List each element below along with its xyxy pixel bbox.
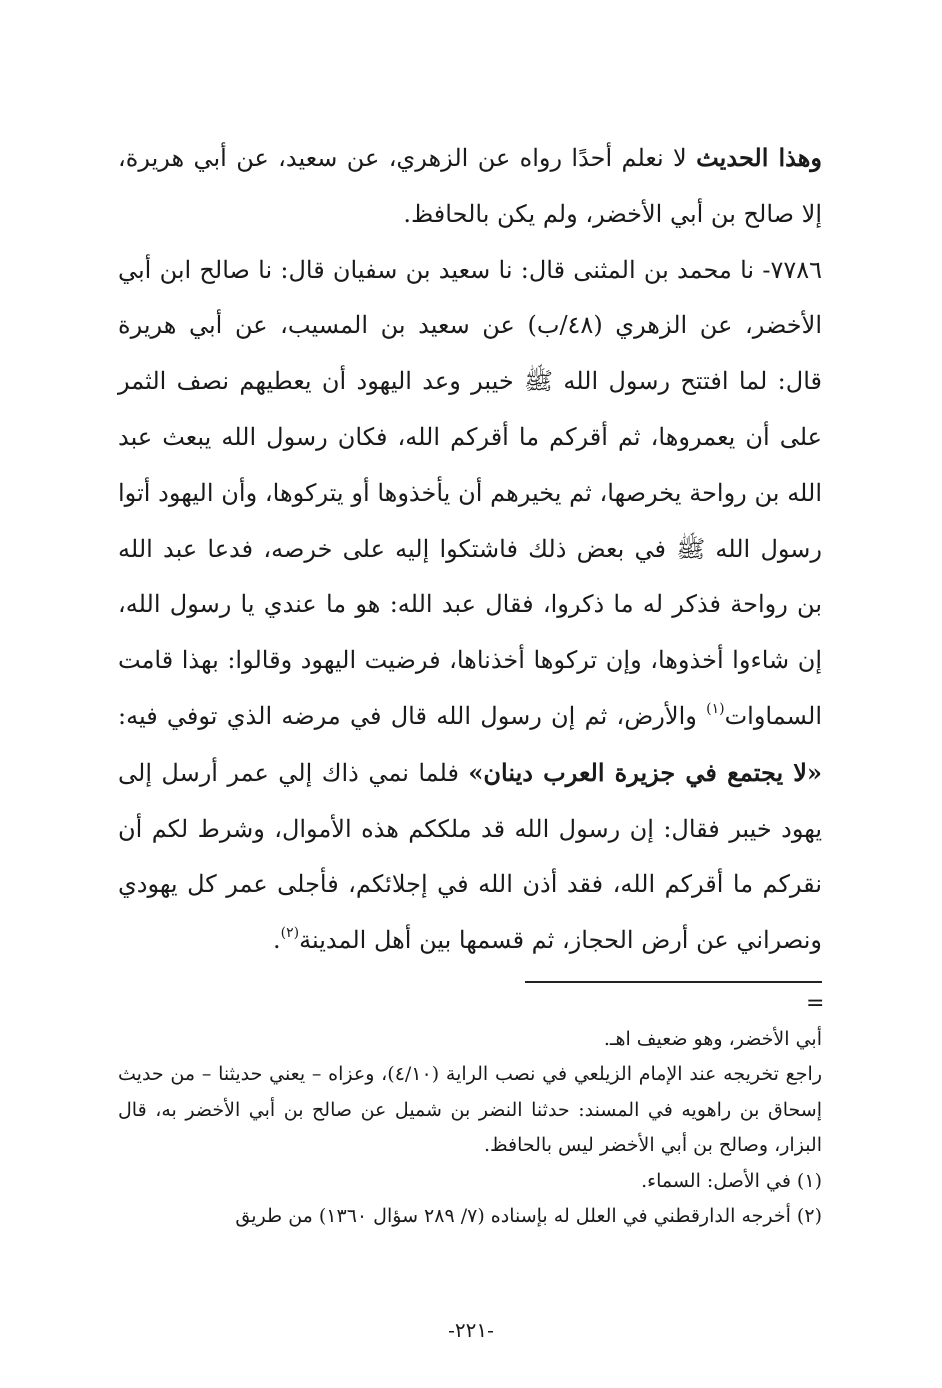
footnote-ref-1: (١): [706, 700, 725, 717]
footnote-continuation-mark: =: [806, 991, 825, 1016]
footnote-2: (٢) أخرجه الدارقطني في العلل له بإسناده (٧/ ٢٨٩ سؤال ١٣٦٠) من طريق: [235, 1205, 822, 1228]
paragraph-2: [118, 243, 822, 969]
footnote-1: (١) في الأصل: السماء.: [641, 1169, 822, 1192]
footnote-separator: [525, 981, 822, 983]
hadith-quote-bold: «لا يجتمع في جزيرة العرب دينان»: [468, 757, 822, 787]
footnote-continued-line: أبي الأخضر، وهو ضعيف اهـ.: [603, 1028, 822, 1050]
paragraph-1-text: لا نعلم أحدًا رواه عن الزهري، عن سعيد، عن أبي هريرة، إلا صالح بن أبي الأخضر، ولم يكن بالحافظ.: [118, 144, 822, 228]
main-text: [118, 130, 822, 969]
bold-phrase: وهذا الحديث: [696, 143, 822, 172]
paragraph-1: [118, 130, 822, 243]
hadith-text-end: .: [272, 926, 281, 955]
footnote-ref-2: (٢): [280, 925, 300, 942]
page-number: -٢٢١-: [448, 1318, 494, 1342]
hadith-text-part-2: والأرض، ثم إن رسول الله قال في مرضه الذي توفي فيه:: [118, 701, 707, 730]
hadith-text-part-3: فلما نمي ذاك إلي عمر أرسل إلى يهود خيبر فقال: إن رسول الله قد ملككم هذه الأموال، وشرط لكم أن نقركم ما أقركم الله، فقد أذن الله في إجلائكم، فأجلى عمر كل يهودي ونصراني عن أرض الحجاز، ثم قسمها بين أهل المدينة: [118, 758, 822, 955]
footnotes: [118, 1022, 822, 1234]
hadith-text-part-1: ٧٧٨٦- نا محمد بن المثنى قال: نا سعيد بن سفيان قال: نا صالح ابن أبي الأخضر، عن الزهري (٤٨/ب) عن سعيد بن المسيب، عن أبي هريرة قال: لما افتتح رسول الله ﷺ خيبر وعد اليهود أن يعطيهم نصف الثمر على أن يعمروها، ثم أقركم ما أقركم الله، فكان رسول الله يبعث عبد الله بن رواحة يخرصها، ثم يخيرهم أن يأخذوها أو يتركوها، وأن اليهود أتوا رسول الله ﷺ في بعض ذلك فاشتكوا إليه على خرصه، فدعا عبد الله بن رواحة فذكر له ما ذكروا، فقال عبد الله: هو ما عندي يا رسول الله، إن شاءوا أخذوها، وإن تركوها أخذناها، فرضيت اليهود وقالوا: بهذا قامت السماوات: [118, 255, 822, 730]
footnote-continued-paragraph: راجع تخريجه عند الإمام الزيلعي في نصب الراية (٤/١٠)، وعزاه – يعني حديثنا – من حديث إسحاق بن راهويه في المسند: حدثنا النضر بن شميل عن صالح بن أبي الأخضر به، قال البزار، وصالح بن أبي الأخضر ليس بالحافظ.: [118, 1063, 822, 1157]
